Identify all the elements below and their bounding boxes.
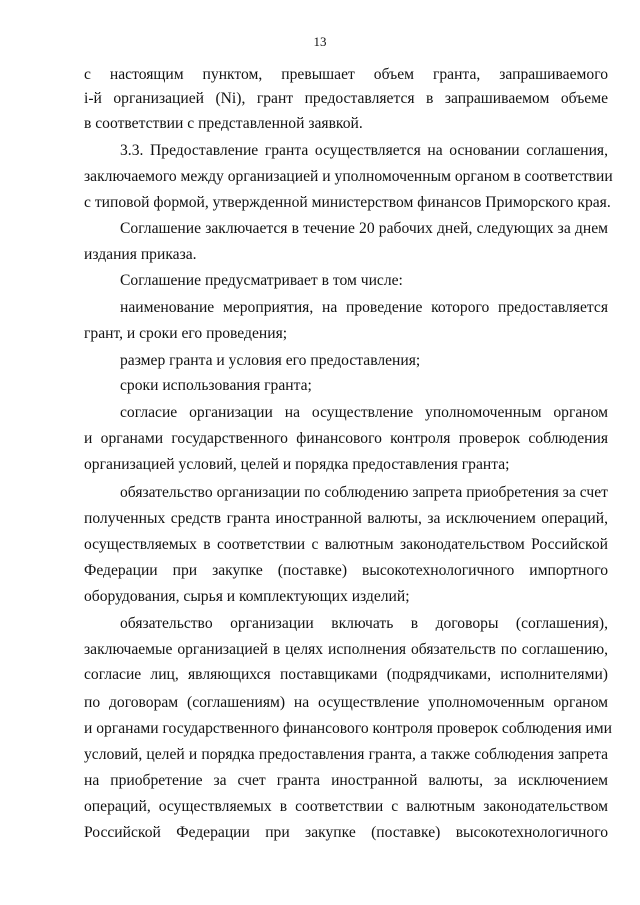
text-line: Соглашение заключается в течение 20 рабочих дней, следующих за днем [120, 220, 608, 237]
text-line: полученных средств гранта иностранной валюты, за исключением операций, [84, 510, 608, 527]
text-line: организацией условий, целей и порядка предоставления гранта; [84, 456, 510, 473]
text-line: оборудования, сырья и комплектующих изделий; [84, 588, 410, 605]
text-line: по договорам (соглашениям) на осуществление уполномоченным органом [84, 694, 608, 711]
text-line: Федерации при закупке (поставке) высокотехнологичного импортного [84, 562, 608, 579]
text-line: издания приказа. [84, 246, 197, 263]
text-line: наименование мероприятия, на проведение которого предоставляется [120, 299, 608, 316]
text-line: 3.3. Предоставление гранта осуществляется на основании соглашения, [120, 142, 608, 159]
text-line: операций, осуществляемых в соответствии с валютным законодательством [84, 798, 608, 815]
text-line: заключаемые организацией в целях исполнения обязательств по соглашению, [84, 641, 608, 658]
text-line: согласие организации на осуществление уполномоченным органом [120, 404, 608, 421]
text-line: и органами государственного финансового контроля проверок соблюдения ими [84, 720, 613, 737]
text-line: с настоящим пунктом, превышает объем гранта, запрашиваемого [84, 66, 608, 83]
text-line: обязательство организации по соблюдению запрета приобретения за счет [120, 484, 608, 501]
text-line: в соответствии с представленной заявкой. [84, 115, 363, 132]
text-line: согласие лиц, являющихся поставщиками (подрядчиками, исполнителями) [84, 666, 608, 683]
text-line: условий, целей и порядка предоставления гранта, а также соблюдения запрета [84, 746, 608, 763]
text-line: Российской Федерации при закупке (поставке) высокотехнологичного [84, 824, 608, 841]
text-line: заключаемого между организацией и уполномоченным органом в соответствии [84, 168, 613, 185]
text-line: i-й организацией (Ni), грант предоставляется в запрашиваемом объеме [84, 90, 608, 107]
text-line: осуществляемых в соответствии с валютным законодательством Российской [84, 536, 608, 553]
text-line: и органами государственного финансового контроля проверок соблюдения [84, 430, 608, 447]
text-line: на приобретение за счет гранта иностранной валюты, за исключением [84, 772, 608, 789]
text-line: с типовой формой, утвержденной министерством финансов Приморского края. [84, 194, 611, 211]
text-line: сроки использования гранта; [120, 377, 312, 394]
text-line: грант, и сроки его проведения; [84, 325, 288, 342]
text-line: Соглашение предусматривает в том числе: [120, 272, 403, 289]
page-number: 13 [313, 34, 327, 49]
text-line: обязательство организации включать в договоры (соглашения), [120, 615, 608, 632]
text-line: размер гранта и условия его предоставления; [120, 352, 421, 369]
